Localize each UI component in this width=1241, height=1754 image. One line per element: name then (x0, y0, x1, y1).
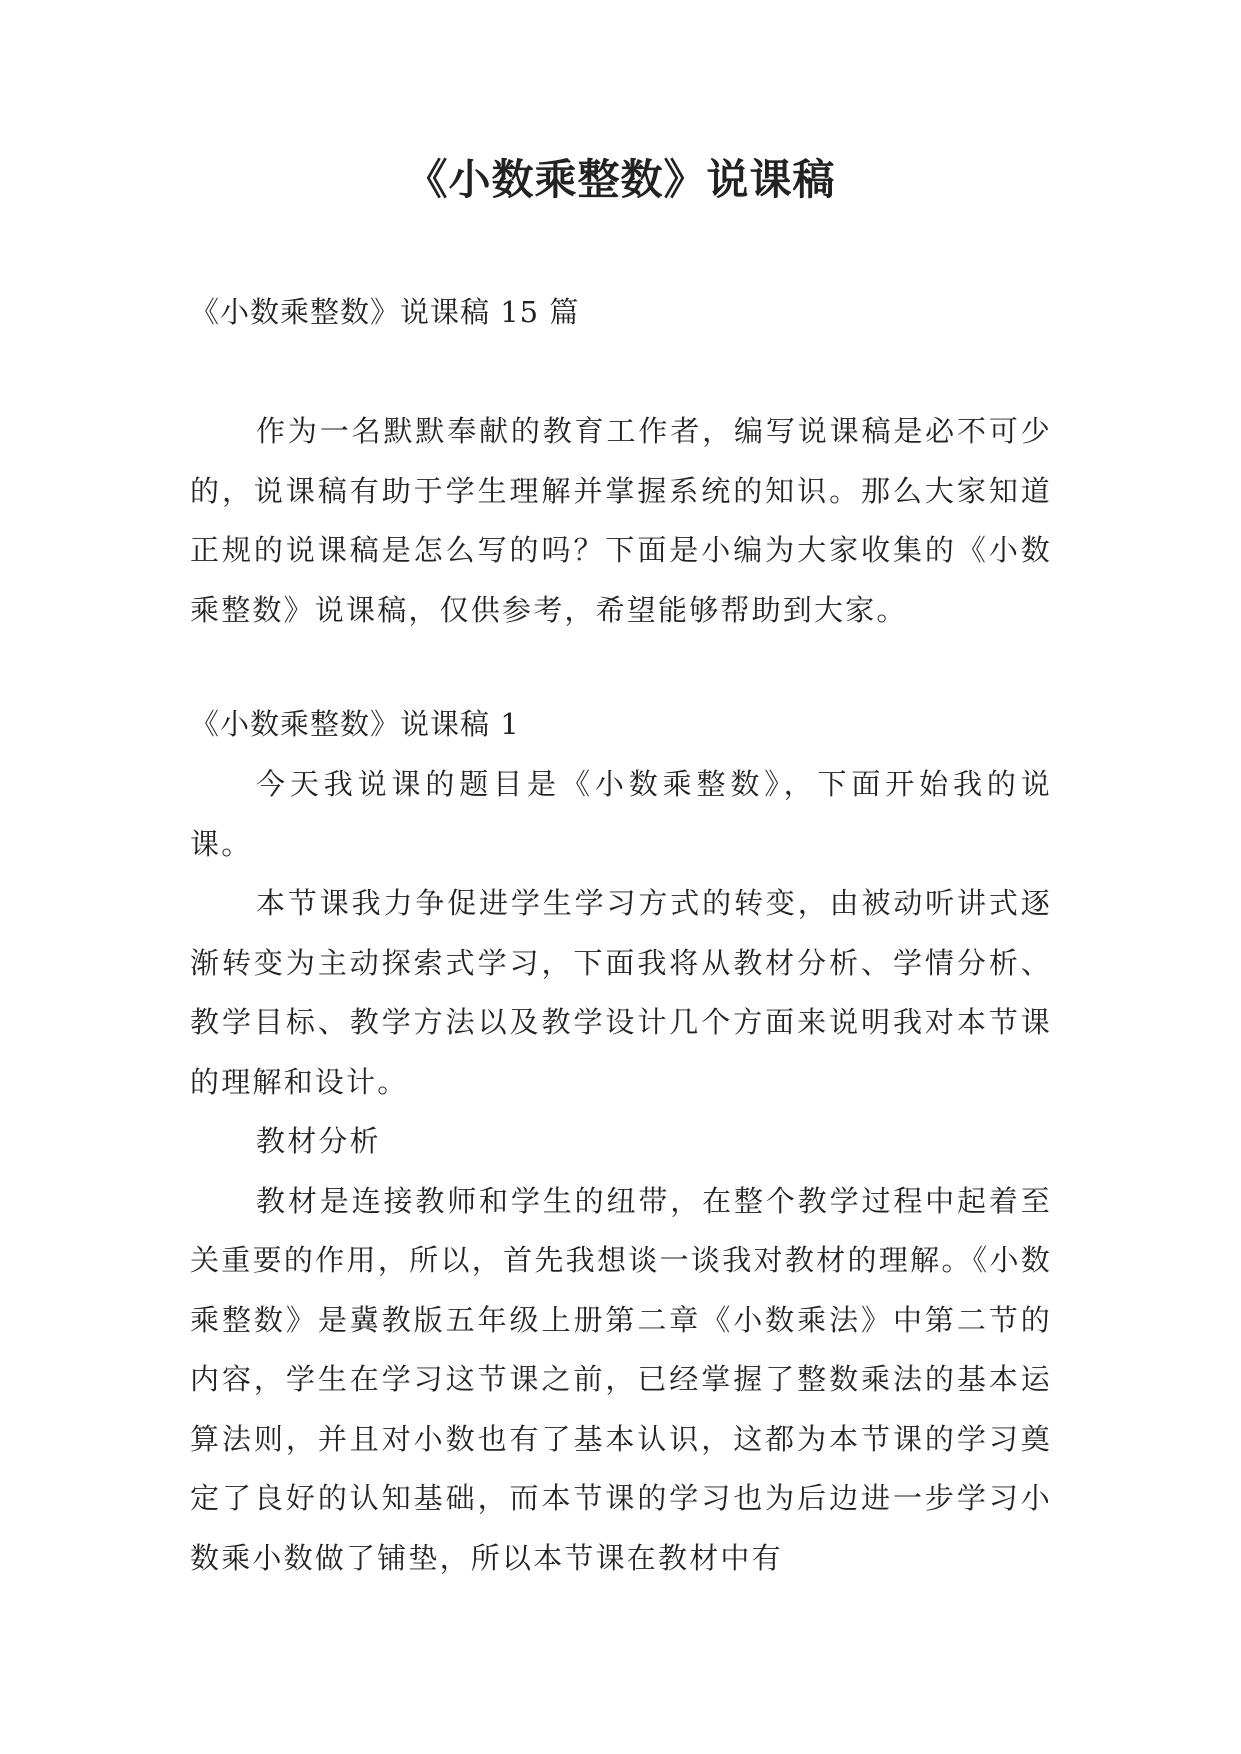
section-body (190, 755, 1052, 1588)
document-subtitle: 《小数乘整数》说课稿 15 篇 (190, 295, 580, 329)
body-paragraph: 本节课我力争促进学生学习方式的转变，由被动听讲式逐渐转变为主动探索式学习，下面我将从教材分析、学情分析、教学目标、教学方法以及教学设计几个方面来说明我对本节课的理解和设计。 (190, 886, 1052, 1099)
subheading-textbook-analysis: 教材分析 (256, 1124, 381, 1158)
body-paragraph: 今天我说课的题目是《小数乘整数》，下面开始我的说课。 (190, 767, 1052, 861)
document-title: 《小数乘整数》说课稿 (405, 155, 836, 204)
body-paragraph: 教材是连接教师和学生的纽带，在整个教学过程中起着至关重要的作用，所以，首先我想谈一谈我对教材的理解。《小数乘整数》是冀教版五年级上册第二章《小数乘法》中第二节的内容，学生在学习这节课之前，已经掌握了整数乘法的基本运算法则，并且对小数也有了基本认识，这都为本节课的学习奠定了良好的认知基础，而本节课的学习也为后边进一步学习小数乘小数做了铺垫，所以本节课在教材中有 (190, 1183, 1052, 1575)
intro-paragraph: 作为一名默默奉献的教育工作者，编写说课稿是必不可少的，说课稿有助于学生理解并掌握系统的知识。那么大家知道正规的说课稿是怎么写的吗？下面是小编为大家收集的《小数乘整数》说课稿，仅供参考，希望能够帮助到大家。 (190, 414, 1052, 627)
section-heading: 《小数乘整数》说课稿 1 (190, 707, 520, 741)
